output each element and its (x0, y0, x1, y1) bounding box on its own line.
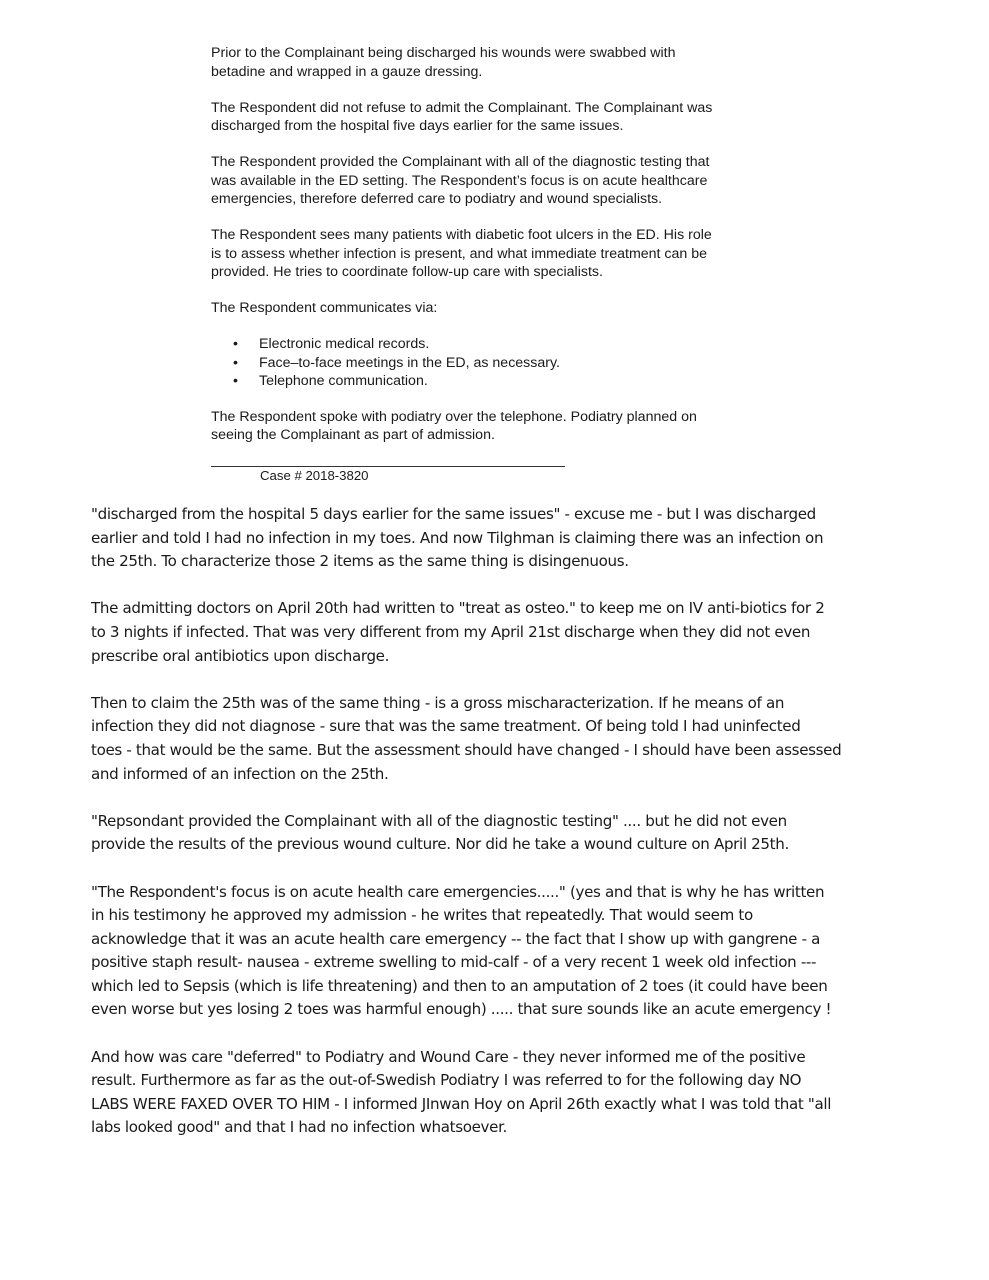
excerpt-closing (211, 408, 801, 445)
text-line: "discharged from the hospital 5 days earlier for the same issues" - excuse me - but I was discharged (91, 505, 816, 523)
text-line: to 3 nights if infected. That was very different from my April 21st discharge when they did not even (91, 622, 811, 641)
text-line: emergencies, therefore deferred care to podiatry and wound specialists. (211, 191, 663, 207)
text-line: And how was care "deferred" to Podiatry and Wound Care - they never informed me of the positive (91, 1047, 806, 1066)
text-line: provide the results of the previous wound culture. Nor did he take a wound culture on April 25th. (91, 835, 789, 854)
text-line: which led to Sepsis (which is life threatening) and then to an amputation of 2 toes (it could have been (91, 976, 828, 995)
commentary-paragraph-6 (91, 1046, 911, 1140)
text-line: prescribe oral antibiotics upon discharge. (91, 646, 390, 665)
text-line: betadine and wrapped in a gauze dressing. (211, 63, 483, 80)
footer-divider (211, 466, 565, 467)
commentary-paragraph-4 (91, 810, 911, 857)
text-line: positive staph result- nausea - extreme swelling to mid-calf - of a very recent 1 week old infection --- (91, 953, 817, 972)
excerpt-paragraph-2 (211, 99, 801, 136)
commentary-paragraph-3 (91, 692, 911, 786)
text-line: The Respondent sees many patients with diabetic foot ulcers in the ED. His role (211, 227, 712, 243)
text-line: was available in the ED setting. The Respondent’s focus is on acute healthcare (211, 172, 708, 189)
case-number: Case # 2018-3820 (260, 468, 369, 483)
text-line: provided. He tries to coordinate follow-up care with specialists. (211, 264, 603, 280)
text-line: earlier and told I had no infection in my toes. And now Tilghman is claiming there was an infection on (91, 528, 824, 547)
text-line: infection they did not diagnose - sure that was the same treatment. Of being told I had uninfected (91, 717, 801, 736)
text-line: "The Respondent's focus is on acute health care emergencies....." (yes and that is why he has written (91, 882, 825, 901)
list-item: • Electronic medical records. (259, 335, 801, 354)
text-line: labs looked good" and that I had no infection whatsoever. (91, 1118, 507, 1137)
text-line: even worse but yes losing 2 toes was harmful enough) ..... that sure sounds like an acute emergency ! (91, 1000, 832, 1019)
text-line: acknowledge that it was an acute health care emergency -- the fact that I show up with gangrene - a (91, 929, 821, 948)
text-line: the 25th. To characterize those 2 items as the same thing is disingenuous. (91, 552, 629, 571)
text-line: toes - that would be the same. But the assessment should have changed - I should have been assessed (91, 740, 842, 759)
text-line: discharged from the hospital five days earlier for the same issues. (211, 118, 624, 134)
commentary-paragraph-2 (91, 597, 911, 668)
commentary-paragraph-5 (91, 881, 911, 1023)
excerpt-paragraph-1 (211, 44, 801, 81)
commentary-body (91, 503, 911, 1164)
list-item: • Face–to-face meetings in the ED, as necessary. (259, 354, 801, 373)
text-line: Prior to the Complainant being discharged his wounds were swabbed with (211, 45, 676, 61)
excerpt-paragraph-3 (211, 153, 801, 209)
text-line: is to assess whether infection is present, and what immediate treatment can be (211, 245, 708, 262)
text-line: seeing the Complainant as part of admission. (211, 427, 495, 443)
communicates-intro: The Respondent communicates via: (211, 300, 438, 316)
communication-list (211, 335, 801, 391)
text-line: and informed of an infection on the 25th. (91, 764, 389, 783)
excerpt-paragraph-4 (211, 226, 801, 282)
commentary-paragraph-1 (91, 503, 911, 574)
text-line: result. Furthermore as far as the out-of-Swedish Podiatry I was referred to for the following day NO (91, 1071, 802, 1090)
text-line: The Respondent provided the Complainant with all of the diagnostic testing that (211, 154, 710, 170)
list-item: • Telephone communication. (259, 372, 801, 391)
text-line: "Repsondant provided the Complainant with all of the diagnostic testing" .... but he did not even (91, 811, 787, 830)
text-line: in his testimony he approved my admission - he writes that repeatedly. That would seem to (91, 906, 753, 925)
text-line: LABS WERE FAXED OVER TO HIM - I informed JInwan Hoy on April 26th exactly what I was told that "all (91, 1094, 832, 1113)
text-line: The Respondent did not refuse to admit the Complainant. The Complainant was (211, 99, 713, 116)
text-line: Then to claim the 25th was of the same thing - is a gross mischaracterization. If he means of an (91, 693, 785, 712)
scanned-excerpt (211, 44, 801, 462)
text-line: The Respondent spoke with podiatry over the telephone. Podiatry planned on (211, 408, 697, 425)
text-line: The admitting doctors on April 20th had written to "treat as osteo." to keep me on IV anti-biotics for 2 (91, 599, 825, 618)
